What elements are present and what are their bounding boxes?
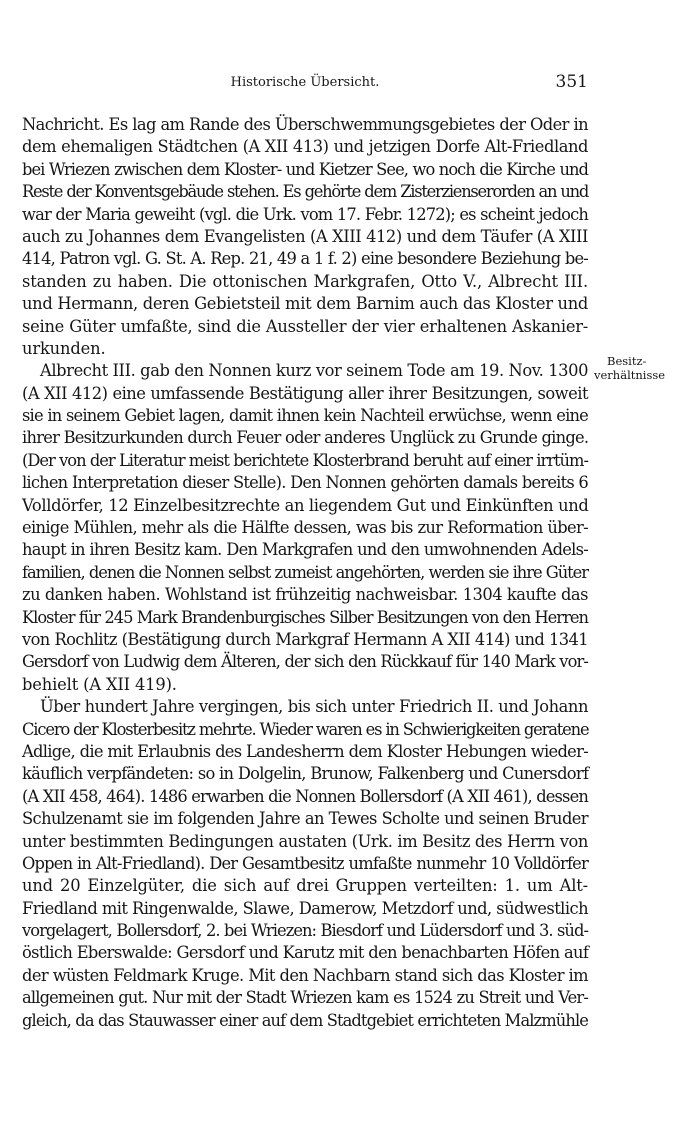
text-line: einige Mühlen, mehr als die Hälfte dessen, was bis zur Reformation über-: [22, 518, 588, 538]
margin-note-line: Besitz-: [607, 354, 647, 368]
text-line: und Hermann, deren Gebietsteil mit dem Barnim auch das Kloster und: [22, 294, 589, 314]
text-line: urkunden.: [22, 338, 106, 358]
text-line: östlich Eberswalde: Gersdorf und Karutz mit den benachbarten Höfen auf: [22, 943, 589, 963]
text-line: zu danken haben. Wohlstand ist frühzeitig nachweisbar. 1304 kaufte das: [22, 585, 588, 605]
text-line: Friedland mit Ringenwalde, Slawe, Damerow, Metzdorf und, südwestlich: [22, 898, 588, 918]
text-line: Volldörfer, 12 Einzelbesitzrechte an liegendem Gut und Einkünften und: [22, 495, 589, 515]
text-line: (Der von der Literatur meist berichtete Klosterbrand beruht auf einer irrtüm-: [22, 450, 588, 470]
text-line: (A XII 458, 464). 1486 erwarben die Nonnen Bollersdorf (A XII 461), dessen: [22, 786, 588, 806]
text-line: seine Güter umfaßte, sind die Aussteller der vier erhaltenen Askanier-: [22, 316, 588, 336]
text-line: lichen Interpretation dieser Stelle). Den Nonnen gehörten damals bereits 6: [22, 473, 588, 493]
text-line: Adlige, die mit Erlaubnis des Landesherrn dem Kloster Hebungen wieder-: [22, 741, 588, 761]
page-header: [22, 72, 588, 98]
text-line: Gersdorf von Ludwig dem Älteren, der sich den Rückkauf für 140 Mark vor-: [22, 652, 588, 672]
text-line: auch zu Johannes dem Evangelisten (A XIII 412) und dem Täufer (A XIII: [22, 226, 588, 246]
margin-note: [594, 354, 698, 382]
text-line: gleich, da das Stauwasser einer auf dem Stadtgebiet errichteten Malzmühle: [22, 1010, 588, 1030]
text-line: Über hundert Jahre vergingen, bis sich unter Friedrich II. und Johann: [40, 697, 588, 717]
text-line: haupt in ihren Besitz kam. Den Markgrafen und den umwohnenden Adels-: [22, 540, 588, 560]
body-text: [22, 114, 588, 1032]
text-line: familien, denen die Nonnen selbst zumeist angehörten, werden sie ihre Güter: [22, 562, 588, 582]
text-line: Kloster für 245 Mark Brandenburgisches Silber Besitzungen von den Herren: [22, 607, 588, 627]
text-line: Cicero der Klosterbesitz mehrte. Wieder waren es in Schwierigkeiten geratene: [22, 719, 589, 739]
text-line: behielt (A XII 419).: [22, 674, 177, 694]
text-line: vorgelagert, Bollersdorf, 2. bei Wriezen: Biesdorf und Lüdersdorf und 3. süd-: [22, 921, 588, 941]
page-number: 351: [555, 72, 588, 92]
margin-note-line: verhältnisse: [594, 368, 666, 382]
text-line: bei Wriezen zwischen dem Kloster- und Kietzer See, wo noch die Kirche und: [22, 159, 588, 179]
text-line: war der Maria geweiht (vgl. die Urk. vom 17. Febr. 1272); es scheint jedoch: [22, 204, 588, 224]
text-line: käuflich verpfändeten: so in Dolgelin, Brunow, Falkenberg und Cunersdorf: [22, 764, 589, 784]
text-line: ihrer Besitzurkunden durch Feuer oder anderes Unglück zu Grunde ginge.: [22, 428, 589, 448]
text-line: von Rochlitz (Bestätigung durch Markgraf Hermann A XII 414) und 1341: [22, 629, 588, 649]
text-line: und 20 Einzelgüter, die sich auf drei Gruppen verteilten: 1. um Alt-: [22, 876, 588, 896]
text-line: unter bestimmten Bedingungen austaten (Urk. im Besitz des Herrn von: [22, 831, 588, 851]
text-line: Albrecht III. gab den Nonnen kurz vor seinem Tode am 19. Nov. 1300: [40, 361, 589, 381]
text-line: allgemeinen gut. Nur mit der Stadt Wriezen kam es 1524 zu Streit und Ver-: [22, 988, 588, 1008]
text-line: Reste der Konventsgebäude stehen. Es gehörte dem Zisterzienserorden an und: [22, 182, 588, 202]
text-line: standen zu haben. Die ottonischen Markgrafen, Otto V., Albrecht III.: [22, 271, 588, 291]
text-line: Schulzenamt sie im folgenden Jahre an Tewes Scholte und seinen Bruder: [22, 809, 588, 829]
text-line: Nachricht. Es lag am Rande des Überschwemmungsgebietes der Oder in: [22, 115, 588, 134]
text-line: 414, Patron vgl. G. St. A. Rep. 21, 49 a 1 f. 2) eine besondere Beziehung be-: [22, 249, 588, 269]
text-line: sie in seinem Gebiet lagen, damit ihnen kein Nachteil erwüchse, wenn eine: [22, 406, 588, 426]
text-line: Oppen in Alt-Friedland). Der Gesamtbesitz umfaßte nunmehr 10 Volldörfer: [22, 853, 588, 873]
text-line: dem ehemaligen Städtchen (A XII 413) und jetzigen Dorfe Alt-Friedland: [22, 137, 588, 157]
running-head: Historische Übersicht.: [230, 75, 380, 90]
text-line: (A XII 412) eine umfassende Bestätigung aller ihrer Besitzungen, soweit: [22, 383, 588, 403]
text-line: der wüsten Feldmark Kruge. Mit den Nachbarn stand sich das Kloster im: [22, 965, 588, 985]
